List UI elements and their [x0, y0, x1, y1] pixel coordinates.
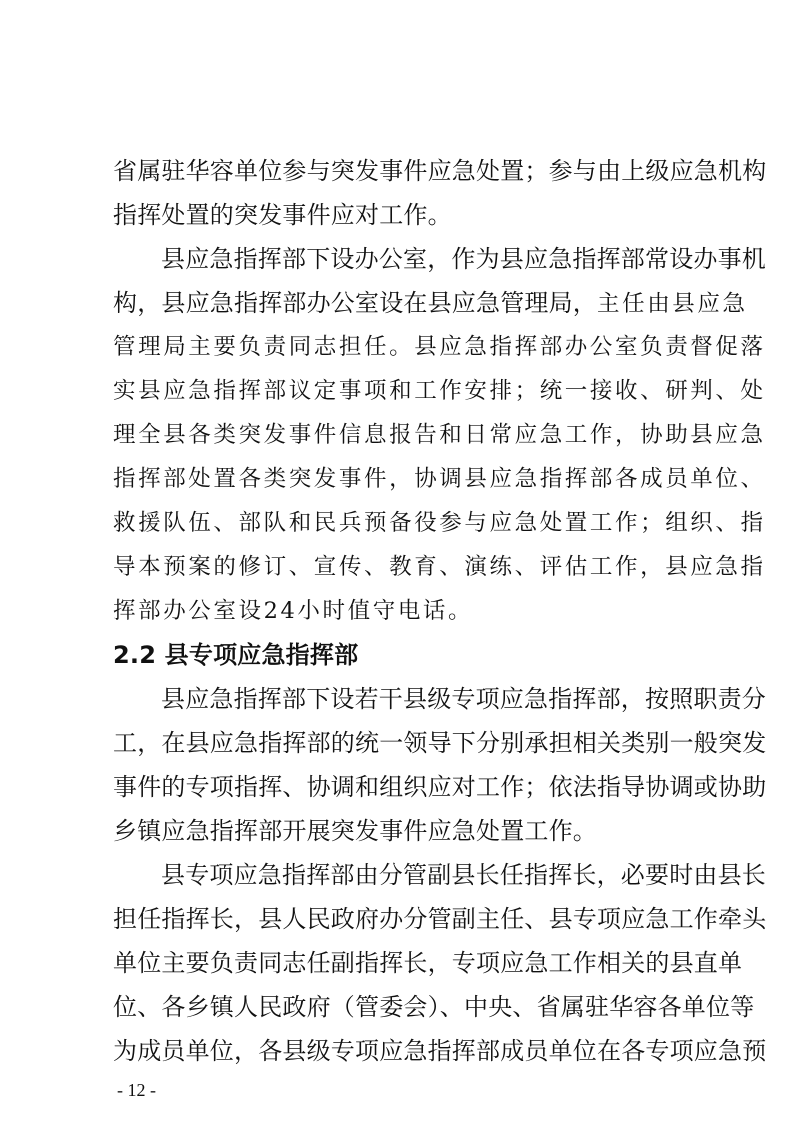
text-line: 工，在县应急指挥部的统一领导下分别承担相关类别一般突发: [113, 729, 767, 757]
text-segment: 构，县应急指挥部办公室设在县应急管理局，: [113, 289, 597, 317]
text-line: 事件的专项指挥、协调和组织应对工作；依法指导协调或协助: [113, 773, 767, 801]
text-line: 位、各乡镇人民政府（管委会）、中央、省属驻华容各单位等: [113, 993, 755, 1021]
text-line: 指挥部处置各类突发事件，协调县应急指挥部各成员单位、: [113, 466, 766, 492]
text-line: 县专项应急指挥部由分管副县长任指挥长，必要时由县长: [161, 861, 766, 889]
text-line: 导本预案的修订、宣传、教育、演练、评估工作，县应急指: [113, 554, 766, 580]
text-line: 挥部办公室设24小时值守电话。: [113, 598, 474, 624]
text-line: 单位主要负责同志任副指挥长，专项应急工作相关的县直单: [113, 949, 743, 977]
text-line: 县应急指挥部下设若干县级专项应急指挥部，按照职责分: [161, 685, 766, 713]
text-line: 救援队伍、部队和民兵预备役参与应急处置工作；组织、指: [113, 510, 766, 536]
text-line: [0, 285, 793, 322]
text-line: 乡镇应急指挥部开展突发事件应急处置工作。: [113, 817, 597, 845]
text-line: 县应急指挥部下设办公室，作为县应急指挥部常设办事机: [161, 245, 766, 273]
text-line: 担任指挥长，县人民政府办分管副主任、县专项应急工作牵头: [113, 905, 767, 933]
section-heading: 2.2 县专项应急指挥部: [113, 641, 359, 669]
text-line: 指挥处置的突发事件应对工作。: [113, 201, 452, 229]
text-line: 省属驻华容单位参与突发事件应急处置；参与由上级应急机构: [113, 157, 767, 185]
text-line: 为成员单位，各县级专项应急指挥部成员单位在各专项应急预: [113, 1037, 767, 1065]
page-number: - 12 -: [117, 1080, 156, 1100]
text-line: 管理局主要负责同志担任。县应急指挥部办公室负责督促落: [113, 334, 766, 360]
text-segment: 主任由县应急: [597, 291, 748, 317]
text-line: 实县应急指挥部议定事项和工作安排；统一接收、研判、处: [113, 378, 766, 404]
text-line: 理全县各类突发事件信息报告和日常应急工作，协助县应急: [113, 422, 766, 448]
